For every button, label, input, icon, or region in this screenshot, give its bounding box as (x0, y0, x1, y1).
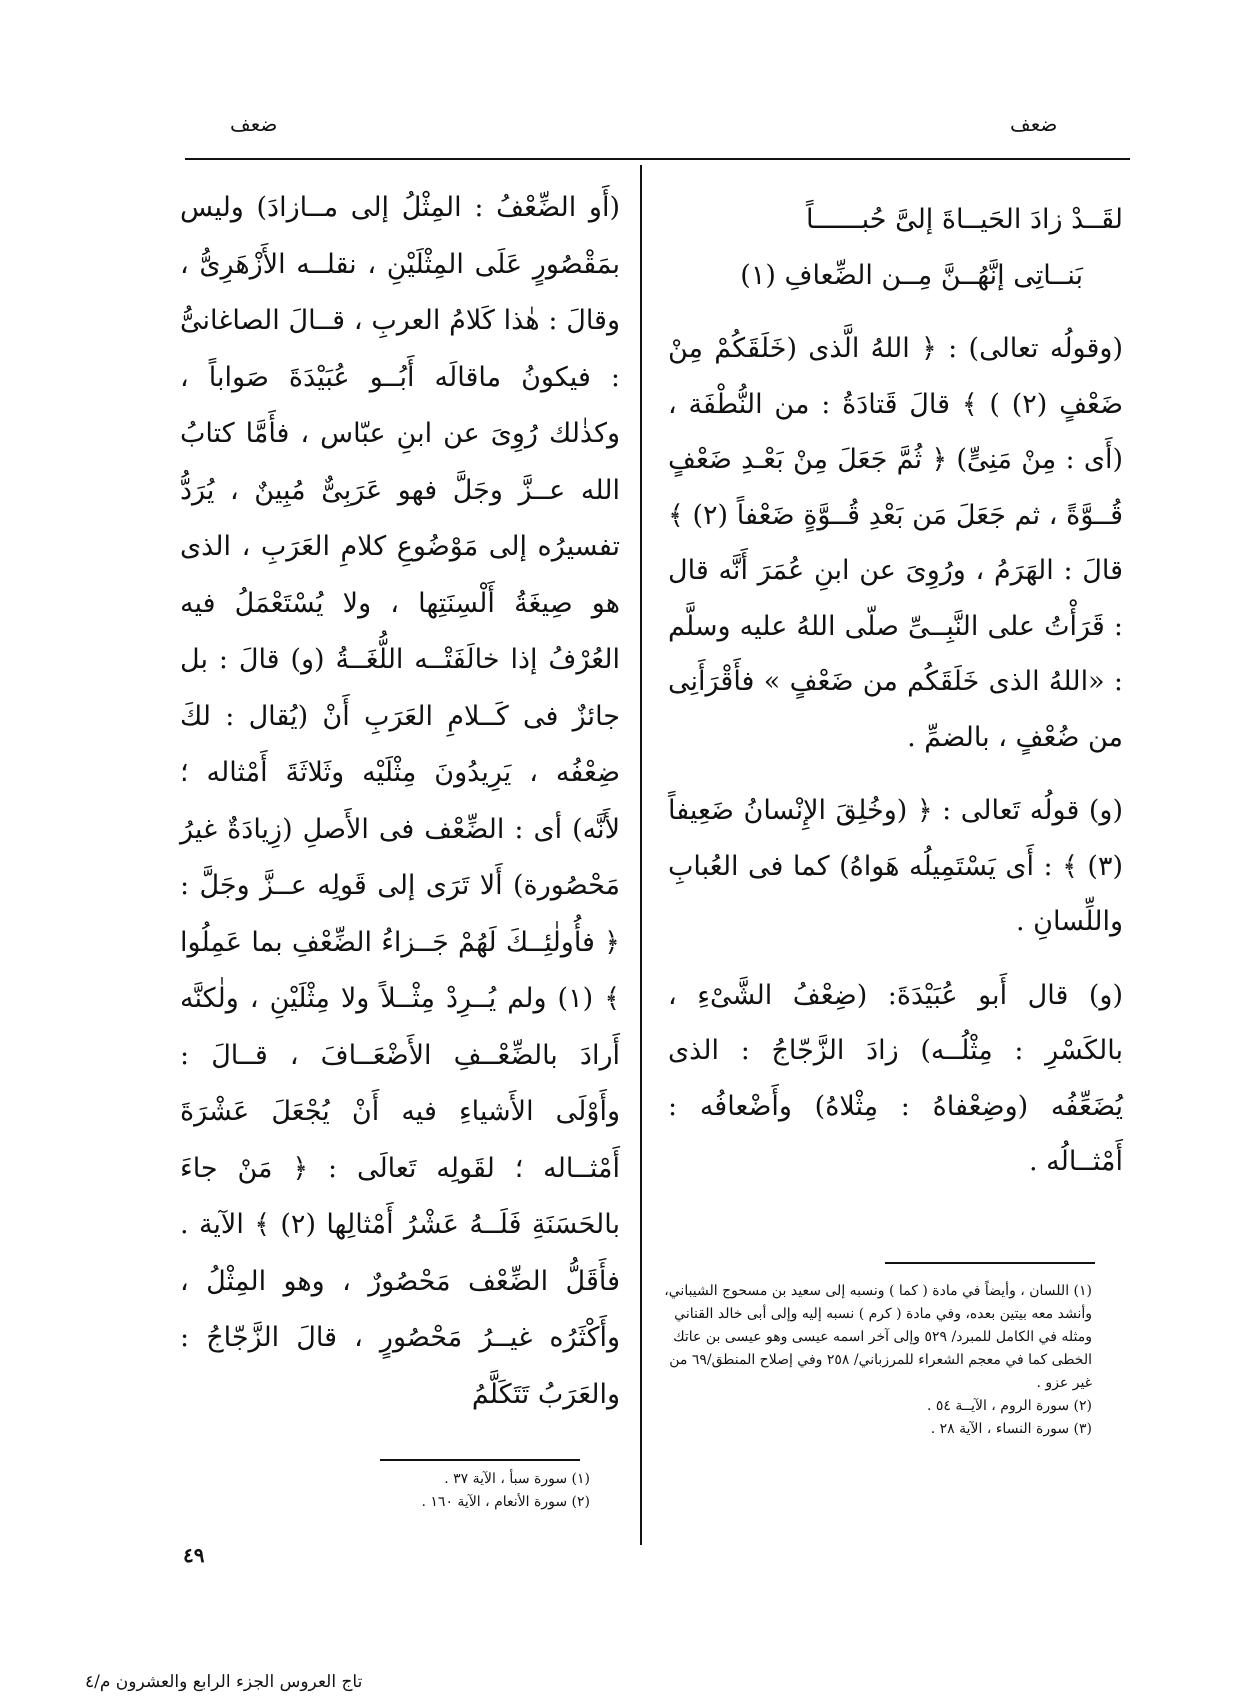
verse-line-1: لقَــدْ زادَ الحَيــاةَ إلىَّ حُبــــــاً (805, 204, 1123, 235)
footnote: (١) سورة سبأ ، الآية ٣٧ . (444, 1471, 590, 1487)
paragraph: (أَو الضِّعْفُ : المِثْلُ إلى مــازادَ) وليس بمَقْصُورٍ عَلَى المِثْلَيْنِ ، نقلــه الأَزْهَرِىُّ ، وقالَ : هٰذا كَلامُ العربِ ، قــالَ الصاغانىُّ : فيكونُ ماقالَه أَبُــو عُبَيْدَةَ صَواباً ، وكذٰلك رُوِىَ عن ابنِ عبّاس ، فأَمَّا كتابُ الله عــزَّ وجَلَّ فهو عَرَبِىٌّ مُبِينٌ ، يُرَدُّ تفسيرُه إلى مَوْضُوعِ كلامِ العَرَبِ ، الذى هو صِيغَةُ أَلْسِنَتِها ، ولا يُسْتَعْمَلُ فيه العُرْفُ إذا خالَفَتْــه اللُّغَــةُ (و) قالَ : بل جائزٌ فى كَــلامِ العَرَبِ أَنْ (يُقال : لكَ ضِعْفُه ، يَرِيدُونَ مِثْلَيْه وثَلاثَةَ أَمْثاله ؛ لأَنَّه) أى : الضِّعْف فى الأَصلِ (زِيادَةٌ غيرُ مَحْصُورة) أَلا تَرَى إلى قَولِه عــزَّ وجَلَّ : ﴿ فأُولٰئِــكَ لَهُمْ جَــزاءُ الضِّعْفِ بما عَمِلُوا ﴾ (١) ولم يُــرِدْ مِثْــلاً ولا مِثْلَيْنِ ، ولٰكنَّه أَرادَ بالضِّعْــفِ الأَضْعَــافَ ، قــالَ : وأَوْلَى الأَشياءِ فيه أَنْ يُجْعَلَ عَشْرَةَ أَمْثــاله ؛ لقَولِه تَعالَى : ﴿ مَنْ جاءَ بالحَسَنَةِ فَلَــهُ عَشْرُ أَمْثالِها (٢) ﴾ الآية . فأَقَلُّ الضِّعْف مَحْصُورٌ ، وهو المِثْلُ ، وأَكْثَرُه غيــرُ مَحْصُورٍ ، قالَ الزَّجّاجُ : والعَرَبُ تَتَكَلَّمُ (180, 192, 621, 1410)
paragraph: (و) قال أَبو عُبَيْدَةَ: (ضِعْفُ الشَّىْءِ ، بالكَسْرِ : مِثْلُــه) زادَ الزَّجّاجُ : الذى يُضَعِّفُه (وضِعْفاهُ : مِثْلاهُ) وأَضْعافُه : أَمْثــالُه . (668, 979, 1123, 1177)
paragraph: (وقولُه تعالى) : ﴿ اللهُ الَّذى (خَلَقَكُمْ مِنْ ضَعْفٍ (٢) ) ﴾ قالَ قَتادَةُ : من النُّطْفَة ، (أَى : مِنْ مَنِىٍّ) ﴿ ثُمَّ جَعَلَ مِنْ بَعْـدِ ضَعْفٍ قُــوَّةً ، ثم جَعَلَ مَن بَعْدِ قُــوَّةٍ ضَعْفاً (٢) ﴾ قالَ : الهَرَمُ ، ورُوِىَ عن ابنِ عُمَرَ أَنَّه قال : قَرَأْتُ على النَّبِــىِّ صلّى اللهُ عليه وسلَّم : «اللهُ الذى خَلَقَكُم من ضَعْفٍ » فأَقْرَأَنِى من ضُعْفٍ ، بالضمِّ . (668, 333, 1124, 753)
page-number: ٤٩ (183, 1543, 205, 1567)
footnote-rule (885, 1262, 1095, 1264)
left-column (180, 180, 620, 1441)
book-footer: تاج العروس الجزء الرابع والعشرون م/٤ (85, 1672, 363, 1692)
footnotes-right (662, 1280, 1092, 1441)
right-column (668, 192, 1123, 1208)
paragraph: (و) قولُه تَعالى : ﴿ (وخُلِقَ الإِنْسانُ ضَعِيفاً (٣) ﴾ : أَى يَسْتَمِيلُه هَواهُ) كما فى العُبابِ واللِّسانِ . (668, 795, 1123, 937)
footnotes-left (300, 1468, 590, 1514)
footnote: (٢) سورة الأنعام ، الآية ١٦٠ . (421, 1494, 590, 1510)
footnote: (٢) سورة الروم ، الآيــة ٥٤ . (926, 1398, 1092, 1414)
running-head-left: ضعف (230, 112, 278, 136)
running-head-right: ضعف (1010, 112, 1058, 136)
verse-line-2: بَنــاتِى إنَّهُــنَّ مِــن الضِّعافِ (١) (740, 259, 1083, 291)
footnote: (١) اللسان ، وأيضاً في مادة ( كما ) ونسبه إلى سعيد بن مسحوج الشيباني، وأنشد معه بيتين بعده، وفي مادة ( كرم ) نسبه إليه وإلى أبى خالد القناني ومثله في الكامل للمبرد/ ٥٢٩ وإلى آخر اسمه عيسى وهو عيسى بن عاتك الخطى كما في معجم الشعراء للمرزباني/ ٢٥٨ وفي إصلاح المنطق/٦٩ من غير عزو . (664, 1283, 1092, 1391)
footnote-rule (380, 1459, 580, 1461)
header-rule (185, 158, 1130, 160)
column-divider (640, 165, 642, 1545)
footnote: (٣) سورة النساء ، الآية ٢٨ . (930, 1421, 1092, 1437)
